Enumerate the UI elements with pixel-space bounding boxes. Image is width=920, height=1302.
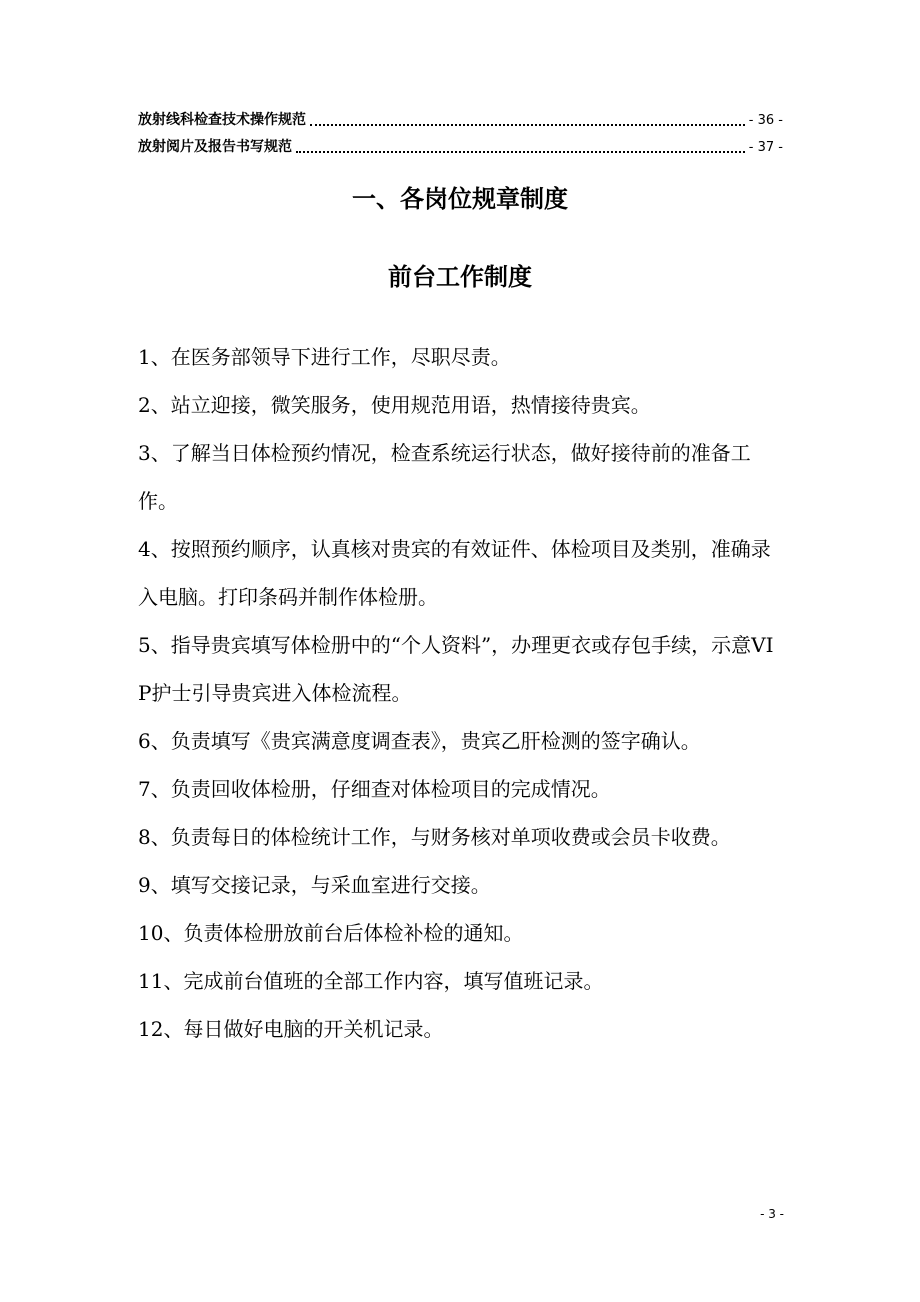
section-heading: 一、各岗位规章制度: [352, 185, 568, 213]
toc-leader-dots: [296, 151, 745, 153]
document-body: [138, 333, 783, 1053]
rule-paragraph: 5、指导贵宾填写体检册中的“个人资料”，办理更衣或存包手续，示意VIP护士引导贵宾进入体检流程。: [138, 633, 774, 705]
rule-paragraph: 3、了解当日体检预约情况，检查系统运行状态，做好接待前的准备工作。: [138, 441, 751, 513]
toc-leader-dots: [310, 124, 745, 126]
toc-entry-title: 放射线科检查技术操作规范: [138, 112, 306, 128]
toc-entry-title: 放射阅片及报告书写规范: [138, 139, 292, 155]
toc-entry-page: - 36 -: [748, 113, 783, 128]
rule-paragraph: 4、按照预约顺序，认真核对贵宾的有效证件、体检项目及类别，准确录入电脑。打印条码并制作体检册。: [138, 537, 771, 609]
toc-entry-page: - 37 -: [748, 140, 783, 155]
toc-entry[interactable]: [138, 110, 783, 137]
table-of-contents: [138, 110, 783, 164]
rule-paragraph: 11、完成前台值班的全部工作内容，填写值班记录。: [138, 969, 604, 993]
toc-entry[interactable]: [138, 137, 783, 164]
rule-paragraph: 2、站立迎接，微笑服务，使用规范用语，热情接待贵宾。: [138, 393, 651, 417]
page-number: - 3 -: [760, 1207, 784, 1221]
rule-paragraph: 1、在医务部领导下进行工作，尽职尽责。: [138, 345, 511, 369]
rule-paragraph: 6、负责填写《贵宾满意度调查表》，贵宾乙肝检测的签字确认。: [138, 729, 701, 753]
rule-paragraph: 12、每日做好电脑的开关机记录。: [138, 1017, 444, 1041]
rule-paragraph: 9、填写交接记录，与采血室进行交接。: [138, 873, 491, 897]
rule-paragraph: 8、负责每日的体检统计工作，与财务核对单项收费或会员卡收费。: [138, 825, 731, 849]
rule-paragraph: 7、负责回收体检册，仔细查对体检项目的完成情况。: [138, 777, 611, 801]
document-title: 前台工作制度: [388, 263, 532, 291]
rule-paragraph: 10、负责体检册放前台后体检补检的通知。: [138, 921, 524, 945]
